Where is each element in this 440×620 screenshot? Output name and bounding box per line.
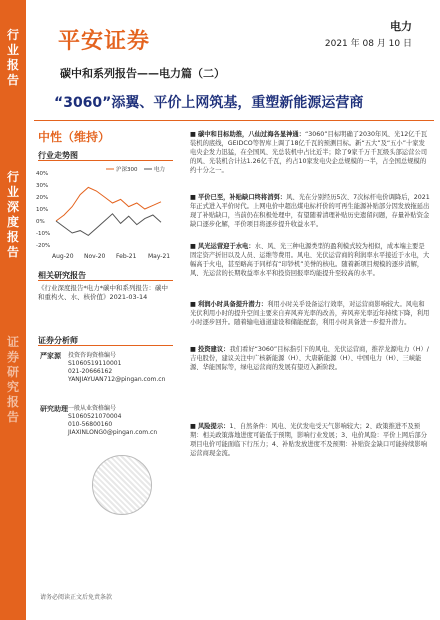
x-tick: Feb-21 xyxy=(116,253,137,260)
y-tick-label: 20% xyxy=(36,195,49,201)
bullet-head: 投资建议： xyxy=(197,346,230,353)
bullet-text: 我们看好“3060”目标指引下的风电、光伏运营商，推荐龙源电力（H）/吉电股份，建议关注中广核新能源（H）、大唐新能源（H）、中国电力（H）、三峡能源、华能国际等，绿电运营商的发展有望迈入新阶段。 xyxy=(190,346,429,371)
chart-section-title: 行业走势图 xyxy=(38,151,78,160)
bullet-item xyxy=(190,300,430,327)
bullet-text: “3060”目标明确了2030年风、光12亿千瓦装机的底线，GEIDCO等智库上调了18亿千瓦的预测目标。新“五大”及“五小”十家发电央企发力迅猛，在全国风、光总装机中占比近半；除了9家千万千瓦级头部运营公司的风、光装机合计达1.26亿千瓦，约占10家发电央企总规模的一半，占全国总规模的约十分之一。 xyxy=(190,131,428,174)
y-tick-label: 40% xyxy=(36,171,49,177)
bullet-text: 水、风、光三种电源类型的盈利模式较为相似，成本端主要是固定资产折旧以及人员、运维等费用。风电、光伏运营商的利润率水平接近于水电，大幅高于火电，甚至略高于同样有“印钞机”美誉的核电。随着新项目规模的逐步消解，风、光运营的长期收益率水平和投资回报率均能提升至较高的水平。 xyxy=(190,243,430,277)
analyst-email[interactable]: JIAXINLONG0@pingan.com.cn xyxy=(68,429,158,436)
legend-label: 沪深300 xyxy=(116,167,138,173)
related-title: 相关研究报告 xyxy=(38,271,86,280)
y-tick-label: -20% xyxy=(36,243,51,249)
y-tick-label: -10% xyxy=(36,231,51,237)
analyst-cert-no: S1060519110001 xyxy=(68,360,122,367)
bullet-icon: ■ xyxy=(190,194,196,201)
bullet-item xyxy=(190,242,430,278)
bullet-item xyxy=(190,130,430,175)
analyst-title: 证券分析师 xyxy=(38,336,78,345)
analyst-cert-label: 投资咨询资格编号 xyxy=(68,352,117,359)
x-tick: Nov-20 xyxy=(84,253,106,260)
bullet-icon: ■ xyxy=(190,243,196,250)
sidebar-label-research: 证券研究报告 xyxy=(6,335,19,424)
analyst-email[interactable]: YANJIAYUAN712@pingan.com.cn xyxy=(68,376,166,383)
bullet-text: 利用小时关乎设备运行效率，对运营商影响较大。风电和光伏利用小时的提升空间主要来自弃风弃光率的改善，弃风弃光率近年持续下降，利用小时逐步回升。随着输电通道建设和储能配套，利用小时具备进一步提升潜力。 xyxy=(190,301,430,326)
analyst-card xyxy=(40,352,180,397)
rating-badge: 中性（维持） xyxy=(38,130,111,144)
bullet-head: 风光运营迎于水电： xyxy=(197,243,255,250)
bullet-text: 1、自然条件：风电、光伏发电受天气影响较大；2、政策推进不及预期：相关政策落地进度可能低于预期，影响行业发展；3、电价风险：平价上网后部分项目电价可能面临下行压力；4、补贴发放进度不及预期：补贴资金缺口可能持续影响运营商现金流。 xyxy=(190,423,427,457)
bullet-item xyxy=(190,345,430,372)
bullet-icon: ■ xyxy=(190,423,196,430)
bullet-icon: ■ xyxy=(190,301,196,308)
analyst-rule xyxy=(38,345,173,346)
analyst-info xyxy=(68,352,165,384)
bullet-text: 风、光在分别经历5次、7次标杆电价调降后，2021年正式进入平价时代。上网电价中超出煤电标杆价的可再生能源补贴部分因发放拖延出现了补贴缺口，当前仍在积极处理中，有望随着清理补贴历史遗留问题，存量补贴资金缺口逐步化解，平价项目将逐步提升收益水平。 xyxy=(190,194,430,228)
header-divider xyxy=(34,120,434,121)
related-rule xyxy=(38,280,173,281)
analyst-info xyxy=(68,405,157,437)
bullet-item xyxy=(190,422,430,458)
y-tick-label: 0% xyxy=(36,219,45,225)
legend-label: 电力 xyxy=(154,167,166,173)
bullet-item xyxy=(190,193,430,229)
analyst-phone: 010-56800160 xyxy=(68,421,113,428)
sidebar-label-deep: 行业深度报告 xyxy=(6,170,19,259)
bullet-icon: ■ xyxy=(190,131,196,138)
brand-logo: 平安证券 xyxy=(58,29,151,54)
disclaimer-footer: 请务必阅读正文后免责条款 xyxy=(40,594,113,601)
bullet-head: 风险提示： xyxy=(197,423,230,430)
sector-label: 电力 xyxy=(390,20,412,33)
sidebar-band xyxy=(0,0,26,620)
analyst-phone: 021-20666162 xyxy=(68,368,113,375)
bullet-icon: ■ xyxy=(190,346,196,353)
chart-section-rule xyxy=(38,160,173,161)
qr-code-icon xyxy=(92,455,152,515)
y-tick-label: 10% xyxy=(36,207,49,213)
series-line xyxy=(56,187,161,221)
analyst-name: 研究助理 xyxy=(40,405,68,413)
analyst-card xyxy=(40,405,180,450)
analyst-cert-no: S1060521070004 xyxy=(68,413,122,420)
related-text[interactable]: 《行业深度报告*电力*碳中和系列报告：碳中和重构火、水、核价值》2021-03-14 xyxy=(38,284,168,301)
bullet-head: 碳中和目标助推，八仙过海各显神通： xyxy=(197,131,305,138)
x-tick: May-21 xyxy=(148,253,171,260)
sidebar-label-industry: 行业报告 xyxy=(6,28,19,87)
x-axis-ticks xyxy=(52,253,172,263)
analyst-name: 严家源 xyxy=(40,352,61,360)
report-headline: “3060”添翼、平价上网筑基，重塑新能源运营商 xyxy=(54,95,364,111)
series-line xyxy=(56,214,161,236)
x-tick: Aug-20 xyxy=(52,253,74,260)
trend-chart xyxy=(36,165,166,250)
analyst-cert-label: 一般从业资格编号 xyxy=(68,405,117,412)
bullet-head: 平价已至，补贴缺口终将消弭： xyxy=(197,194,287,201)
bullet-head: 利润小时具备提升潜力： xyxy=(197,301,268,308)
y-tick-label: 30% xyxy=(36,183,49,189)
report-series: 碳中和系列报告——电力篇（二） xyxy=(60,67,225,80)
report-date: 2021 年 08 月 10 日 xyxy=(324,39,412,49)
